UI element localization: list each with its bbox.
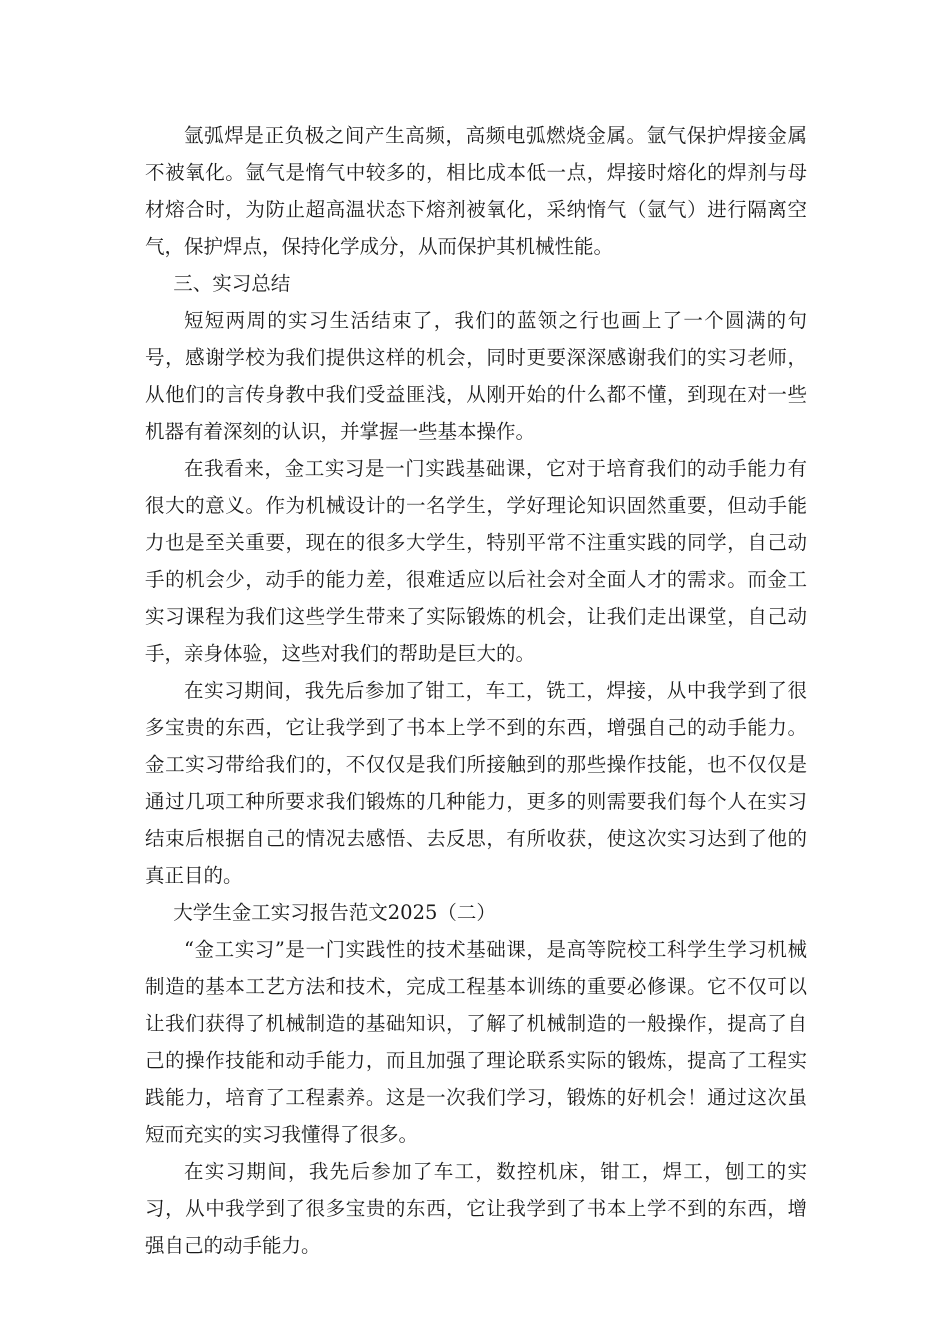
document-body bbox=[145, 117, 807, 1264]
paragraph-two-weeks: 短短两周的实习生活结束了，我们的蓝领之行也画上了一个圆满的句号，感谢学校为我们提供这样的机会，同时更要深深感谢我们的实习老师，从他们的言传身教中我们受益匪浅，从刚开始的什么都不懂，到现在对一些机器有着深刻的认识，并掌握一些基本操作。 bbox=[145, 309, 807, 443]
paragraph-argon-arc-welding: 氩弧焊是正负极之间产生高频，高频电弧燃烧金属。氩气保护焊接金属不被氧化。氩气是惰气中较多的，相比成本低一点，焊接时熔化的焊剂与母材熔合时，为防止超高温状态下熔剂被氧化，采纳惰气（氩气）进行隔离空气，保护焊点，保持化学成分，从而保护其机械性能。 bbox=[145, 124, 807, 258]
section-heading-internship-summary: 三、实习总结 bbox=[173, 272, 291, 295]
paragraph-during-internship-2: 在实习期间，我先后参加了车工，数控机床，钳工，焊工，刨工的实习，从中我学到了很多宝贵的东西，它让我学到了书本上学不到的东西，增强自己的动手能力。 bbox=[145, 1160, 807, 1257]
paragraph-during-internship-1: 在实习期间，我先后参加了钳工，车工，铣工，焊接，从中我学到了很多宝贵的东西，它让我学到了书本上学不到的东西，增强自己的动手能力。金工实习带给我们的，不仅仅是我们所接触到的那些操作技能，也不仅仅是通过几项工种所要求我们锻炼的几种能力，更多的则需要我们每个人在实习结束后根据自己的情况去感悟、去反思，有所收获，使这次实习达到了他的真正目的。 bbox=[145, 679, 807, 887]
paragraph-metalwork-course: “金工实习”是一门实践性的技术基础课，是高等院校工科学生学习机械制造的基本工艺方法和技术，完成工程基本训练的重要必修课。它不仅可以让我们获得了机械制造的基础知识，了解了机械制造的一般操作，提高了自己的操作技能和动手能力，而且加强了理论联系实际的锻炼，提高了工程实践能力，培育了工程素养。这是一次我们学习，锻炼的好机会！通过这次虽短而充实的实习我懂得了很多。 bbox=[145, 938, 807, 1146]
section-heading-report-two: 大学生金工实习报告范文2025（二） bbox=[173, 901, 496, 924]
paragraph-in-my-view: 在我看来，金工实习是一门实践基础课，它对于培育我们的动手能力有很大的意义。作为机械设计的一名学生，学好理论知识固然重要，但动手能力也是至关重要，现在的很多大学生，特别平常不注重实践的同学，自己动手的机会少，动手的能力差，很难适应以后社会对全面人才的需求。而金工实习课程为我们这些学生带来了实际锻炼的机会，让我们走出课堂，自己动手，亲身体验，这些对我们的帮助是巨大的。 bbox=[145, 457, 807, 665]
